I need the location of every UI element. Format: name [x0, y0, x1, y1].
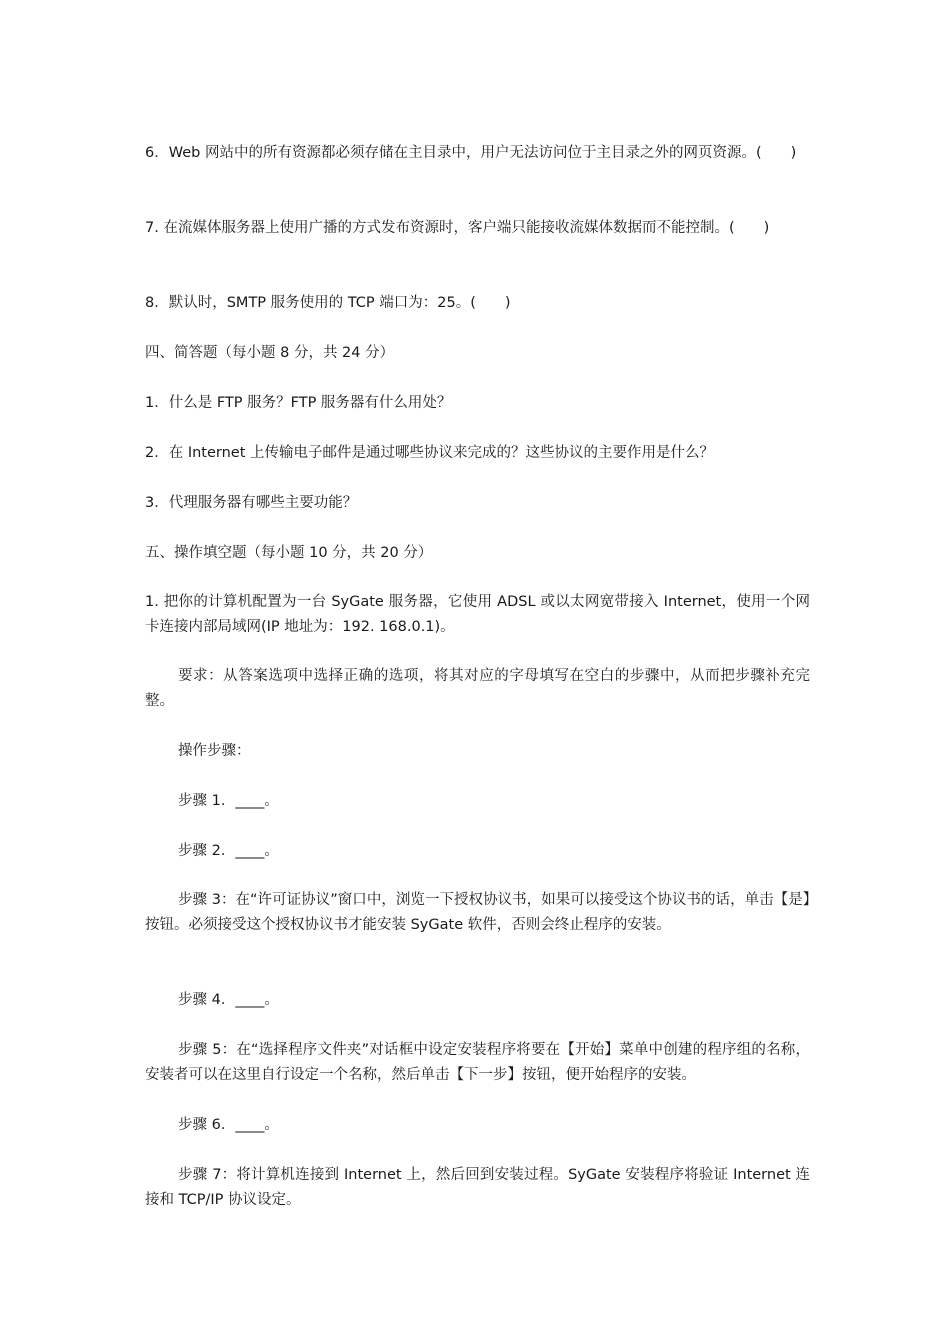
- step-7: 步骤 7：将计算机连接到 Internet 上，然后回到安装过程。SyGate 安装程序将验证 Internet 连接和 TCP/IP 协议设定。: [145, 1167, 810, 1208]
- operation-question-1: 1. 把你的计算机配置为一台 SyGate 服务器，它使用 ADSL 或以太网宽带接入 Internet，使用一个网卡连接内部局域网(IP 地址为：192. 168.0.1)。: [145, 594, 810, 635]
- section-heading-short-answer: 四、简答题（每小题 8 分，共 24 分）: [145, 345, 395, 361]
- section-heading-operation: 五、操作填空题（每小题 10 分，共 20 分）: [145, 545, 433, 561]
- step-5: 步骤 5：在“选择程序文件夹”对话框中设定安装程序将要在【开始】菜单中创建的程序组的名称，安装者可以在这里自行设定一个名称，然后单击【下一步】按钮，便开始程序的安装。: [145, 1042, 810, 1083]
- step-4: 步骤 4．____。: [178, 992, 279, 1008]
- step-3: 步骤 3：在“许可证协议”窗口中，浏览一下授权协议书，如果可以接受这个协议书的话，单击【是】按钮。必须接受这个授权协议书才能安装 SyGate 软件，否则会终止程序的安装。: [145, 892, 810, 933]
- operation-requirement: 要求：从答案选项中选择正确的选项，将其对应的字母填写在空白的步骤中，从而把步骤补充完整。: [145, 668, 810, 709]
- true-false-question-8: 8．默认时，SMTP 服务使用的 TCP 端口为：25。( ): [145, 295, 511, 311]
- short-answer-question-1: 1．什么是 FTP 服务？FTP 服务器有什么用处？: [145, 395, 452, 411]
- operation-steps-label: 操作步骤：: [178, 743, 251, 759]
- short-answer-question-2: 2．在 Internet 上传输电子邮件是通过哪些协议来完成的？这些协议的主要作用是什么？: [145, 445, 715, 461]
- step-1: 步骤 1．____。: [178, 793, 279, 809]
- short-answer-question-3: 3．代理服务器有哪些主要功能？: [145, 495, 358, 511]
- true-false-question-7: 7. 在流媒体服务器上使用广播的方式发布资源时，客户端只能接收流媒体数据而不能控制。( ): [145, 220, 770, 236]
- step-6: 步骤 6．____。: [178, 1117, 279, 1133]
- true-false-question-6: 6．Web 网站中的所有资源都必须存储在主目录中，用户无法访问位于主目录之外的网页资源。( ): [145, 145, 797, 161]
- step-2: 步骤 2．____。: [178, 843, 279, 859]
